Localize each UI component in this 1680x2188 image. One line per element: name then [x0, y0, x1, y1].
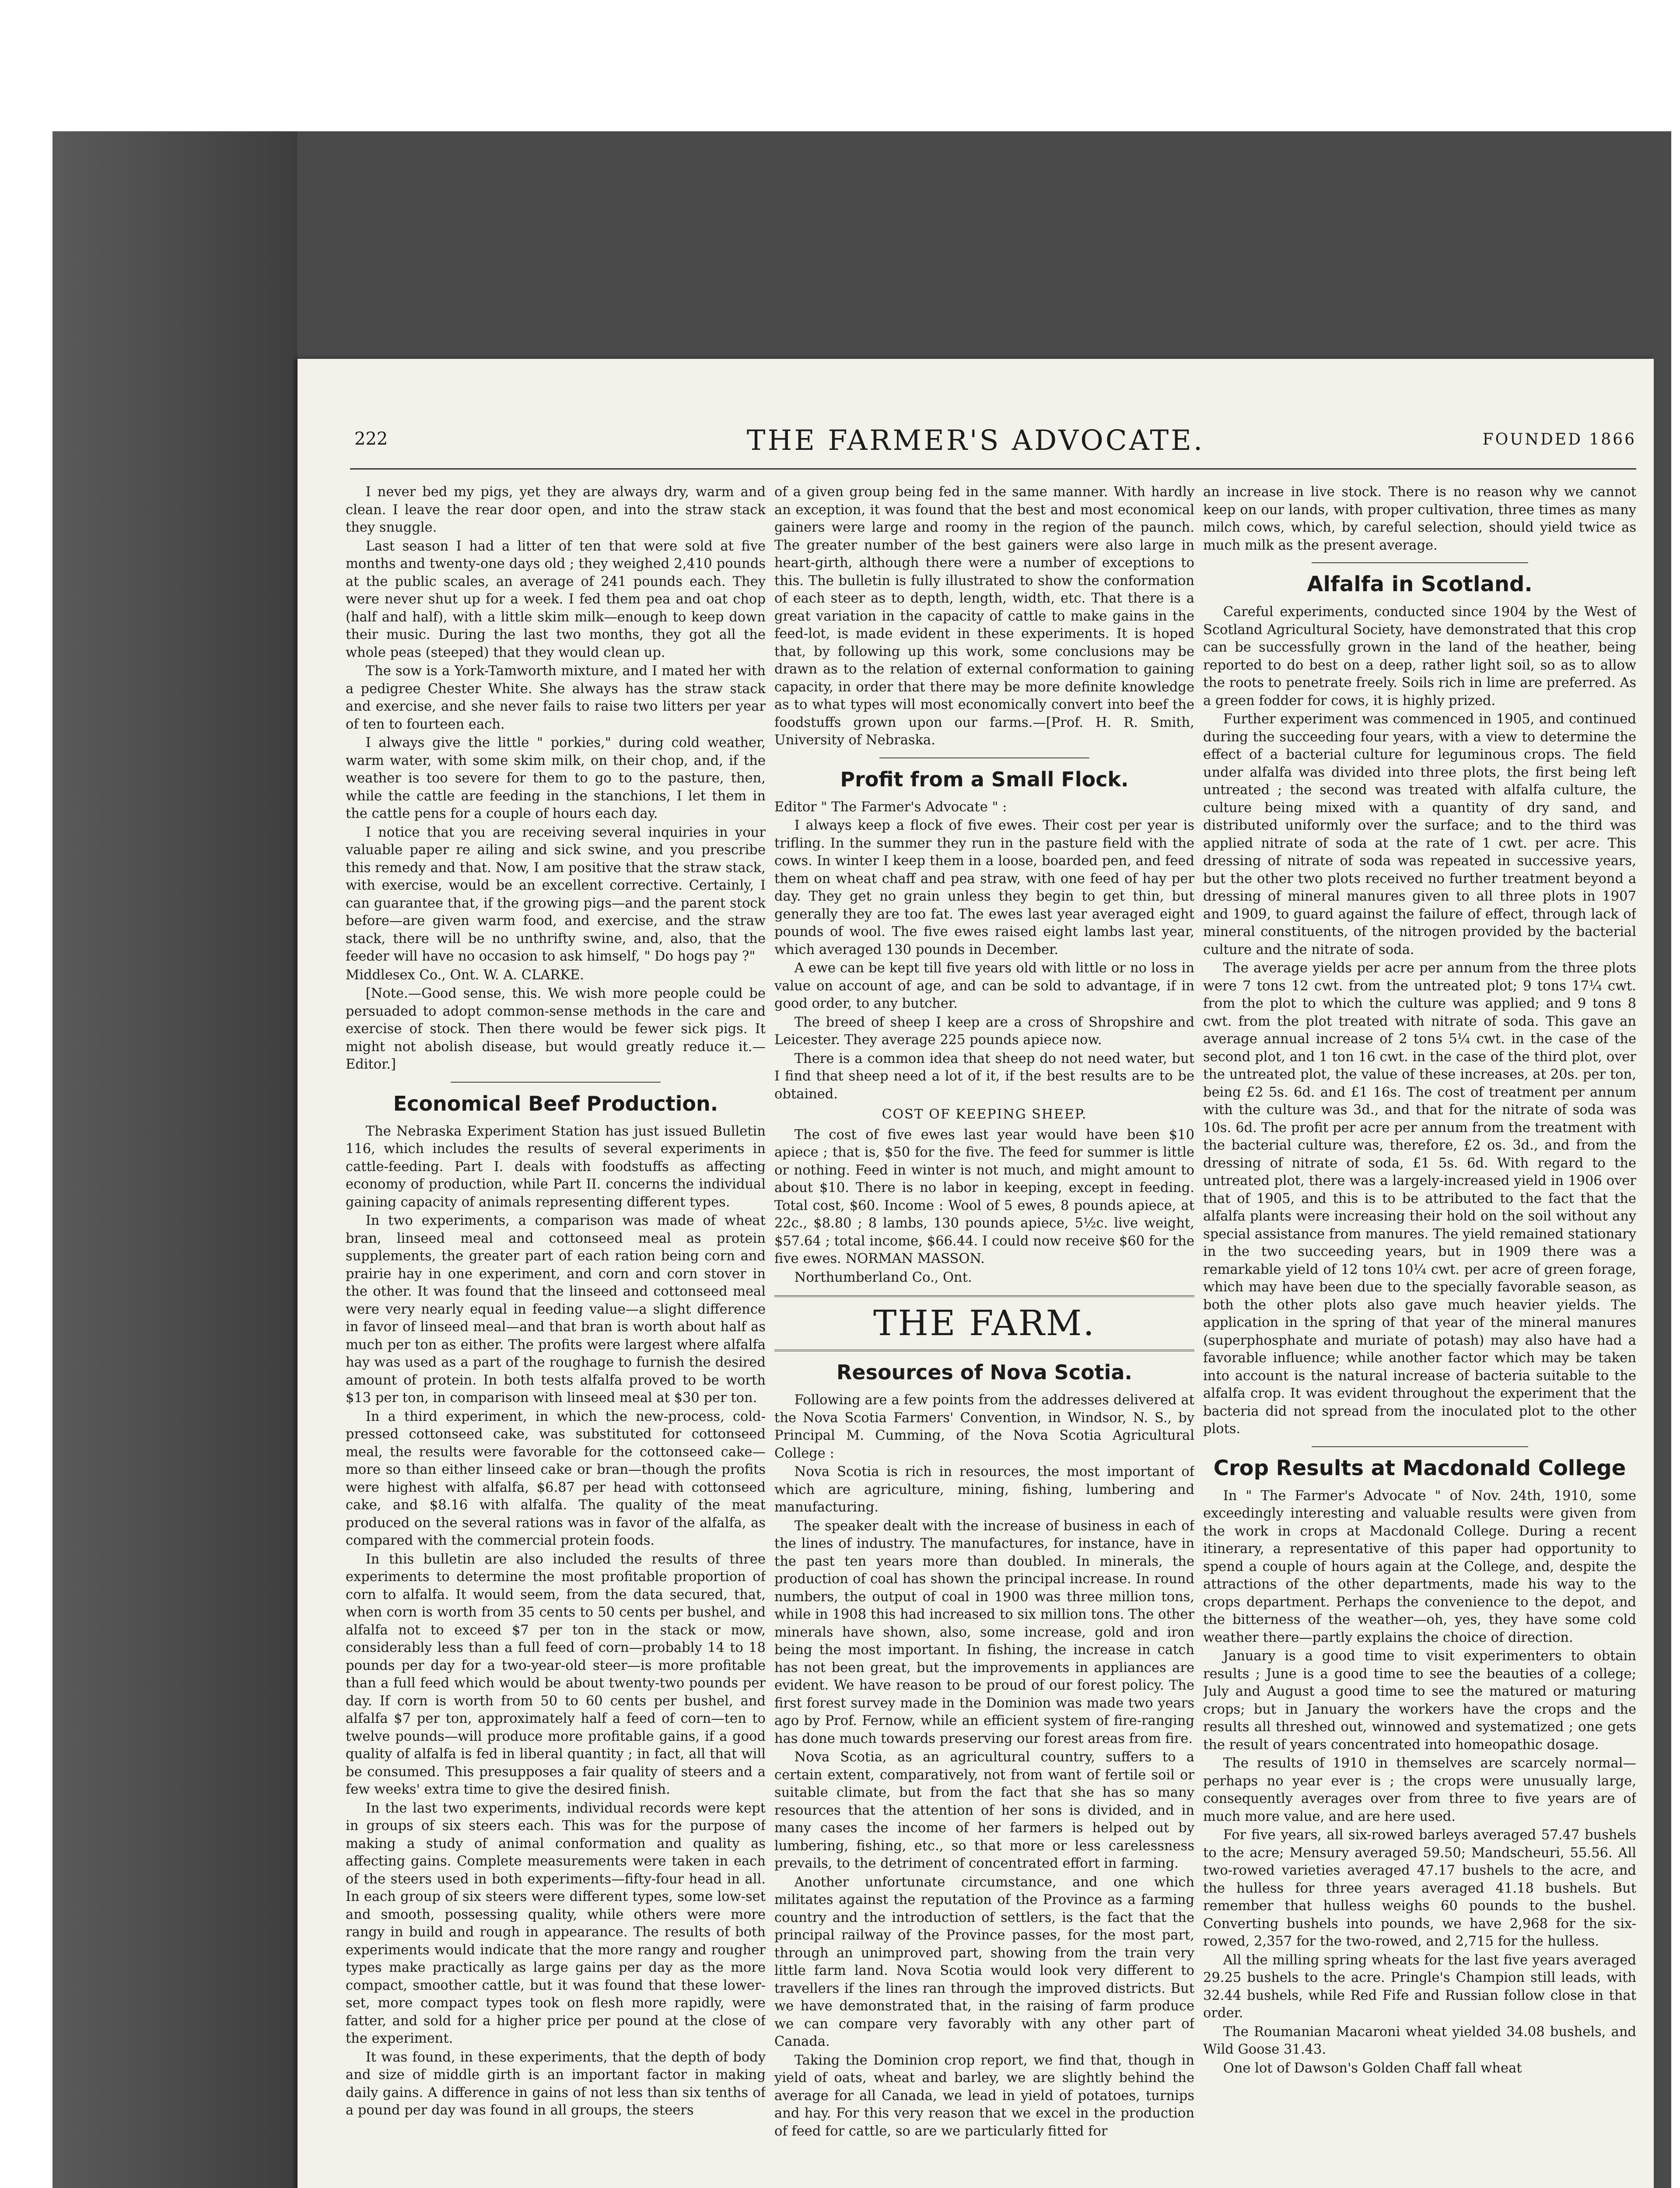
- paragraph: The breed of sheep I keep are a cross of Shropshire and Leicester. They average 225 pounds apiece now.: [774, 1014, 1194, 1048]
- paragraph: The Nebraska Experiment Station has just issued Bulletin 116, which includes the results of several experiments in cattle-feeding. Part I. deals with foodstuffs as affecting economy of production, while Part II. concerns the individual gaining capacity of animals representing different types.: [346, 1123, 766, 1210]
- divider: [451, 1082, 661, 1083]
- paragraph: I never bed my pigs, yet they are always dry, warm and clean. I leave the rear door open, and into the straw stack they snuggle.: [346, 484, 766, 535]
- header-rule: [350, 468, 1636, 470]
- paragraph: Careful experiments, conducted since 1904 by the West of Scotland Agricultural Society, have demonstrated that this crop can be successfully grown in the land of the heather, being reported to do best on a deep, rather light soil, so as to allow the roots to penetrate freely. Soils rich in lime are preferred. As a green fodder for cows, it is highly prized.: [1203, 604, 1636, 708]
- paragraph: The sow is a York-Tamworth mixture, and I mated her with a pedigree Chester White. She always has the straw stack and exercise, and she never fails to raise two litters per year of ten to fourteen each.: [346, 663, 766, 732]
- editor-salutation: Editor " The Farmer's Advocate " :: [774, 799, 1007, 815]
- column-1: [346, 484, 766, 2188]
- paragraph: Further experiment was commenced in 1905, and continued during the succeeding four years, with a view to determine the effect of a bacterial culture for leguminous crops. The field under alfalfa was divided into three plots, the first being left untreated ; the second was treated with alfalfa culture, the culture being mixed with a quantity of dry sand, and distributed uniformly over the surface; and to the third was applied nitrate of soda at the rate of 1 cwt. per acre. This dressing of nitrate of soda was repeated in successive years, but the other two plots received no further treatment beyond a dressing of mineral manures given to all three plots in 1907 and 1909, to guard against the failure of effect, through lack of mineral constituents, of the nitrogen provided by the bacterial culture and the nitrate of soda.: [1203, 712, 1636, 957]
- paragraph: In " The Farmer's Advocate " of Nov. 24th, 1910, some exceedingly interesting and valuable results were given from the work in crops at Macdonald College. During a recent itinerary, a representative of this paper had opportunity to spend a couple of hours again at the College, and, despite the attractions of the other departments, made his way to the crops department. Perhaps the convenience to the depot, and the bitterness of the weather—oh, yes, they have some cold weather there—partly explains the choice of direction.: [1203, 1488, 1636, 1645]
- page-number: 222: [354, 429, 388, 449]
- paragraph: A ewe can be kept till five years old with little or no loss in value on account of age, and can be sold to advantage, if in good order, to any butcher.: [774, 961, 1194, 1011]
- founded-line: FOUNDED 1866: [1482, 431, 1636, 449]
- paragraph: The results of 1910 in themselves are scarcely normal—perhaps no year ever is ; the crops were unusually large, consequently averages over from three to five years are of much more value, and are here used.: [1203, 1756, 1636, 1824]
- newspaper-page: [298, 359, 1654, 2188]
- paragraph: For five years, all six-rowed barleys averaged 57.47 bushels to the acre; Mensury averaged 59.50; Mandscheuri, 55.56. All two-rowed varieties averaged 47.17 bushels to the acre, and the hulless for three years averaged 41.18 bushels. But remember that hulless weighs 60 pounds to the bushel. Converting bushels into pounds, we have 2,968 for the six-rowed, 2,357 for the two-rowed, and 2,715 for the hulless.: [1203, 1827, 1636, 1949]
- editor-note: [Note.—Good sense, this. We wish more people could be persuaded to adopt common-sense methods in the care and exercise of stock. Then there would be fewer sick pigs. It might not abolish disease, but would greatly reduce it.—Editor.]: [346, 986, 766, 1072]
- article-headline: Economical Beef Production.: [393, 1091, 718, 1115]
- paragraph: of a given group being fed in the same manner. With hardly an exception, it was found that the best and most economical gainers were large and roomy in the region of the paunch. The greater number of the best gainers were also large in heart-girth, although there were a number of exceptions to this. The bulletin is fully illustrated to show the conformation of each steer as to depth, length, width, etc. That there is a great variation in the capacity of cattle to make gains in the feed-lot, is made evident in these experiments. It is hoped that, by following up this work, some conclusions may be drawn as to the relation of external conformation to gaining capacity, in order that there may be more definite knowledge as to what types will most economically convert into beef the foodstuffs grown upon our farms.—[Prof. H. R. Smith, University of Nebraska.: [774, 484, 1194, 748]
- paragraph: In the last two experiments, individual records were kept in groups of six steers each. This was for the purpose of making a study of animal conformation and quality as affecting gains. Complete measurements were taken in each of the steers used in both experiments—fifty-four head in all. In each group of six steers were different types, some low-set and smooth, possessing quality, while others were more rangy in build and rough in appearance. The results of both experiments would indicate that the more rangy and rougher types make practically as large gains per day as the more compact, smoother cattle, but it was found that these lower-set, more compact types took on flesh more rapidly, were fatter, and sold for a higher price per pound at the close of the experiment.: [346, 1800, 766, 2046]
- paragraph: Taking the Dominion crop report, we find that, though in yield of oats, wheat and barley, we are slightly behind the average for all Canada, we lead in yield of potatoes, turnips and hay. For this very reason that we excel in the production of feed for cattle, so are we particularly fitted for: [774, 2052, 1194, 2139]
- masthead: THE FARMER'S ADVOCATE.: [746, 424, 1205, 457]
- paragraph: The average yields per acre per annum from the three plots were 7 tons 12 cwt. from the untreated plot; 9 tons 17¼ cwt. from the plot to which the culture was applied; and 9 tons 8 cwt. from the plot treated with nitrate of soda. This gave an average annual increase of 2 tons 5¼ cwt. in the case of the second plot, and 1 ton 16 cwt. in the case of the third plot, over the untreated plot, the value of these increases, at 20s. per ton, being £2 5s. 6d. and £1 16s. The cost of treatment per annum with the culture was 3d., and that for the nitrate of soda was 10s. 6d. The profit per acre per annum from the treatment with the bacterial culture was, therefore, £2 os. 3d., and from the dressing of nitrate of soda, £1 5s. 6d. With regard to the untreated plot, there was a largely-increased yield in 1906 over that of 1905, and this is to be attributed to the fact that the alfalfa plants were increasing their hold on the soil without any special assistance from manures. The yield remained stationary in the two succeeding years, but in 1909 there was a remarkable yield of 12 tons 10¼ cwt. per acre of green forage, which may have been due to the specially favorable season, as both the other plots also gave much heavier yields. The application in the spring of that year of the mineral manures (superphosphate and muriate of potash) may also have had a favorable influence; while another factor which may be taken into account is the natural increase of bacteria suitable to the alfalfa crop. It was evident throughout the experiment that the bacteria did not spread from the inoculated plot to the other plots.: [1203, 961, 1636, 1437]
- scanner-background-edge: [52, 131, 298, 2188]
- paragraph: an increase in live stock. There is no reason why we cannot keep on our lands, with proper cultivation, three times as many milch cows, which, by careful selection, should yield twice as much milk as the present average.: [1203, 484, 1636, 553]
- paragraph: January is a good time to visit experimenters to obtain results ; June is a good time to see the beauties of a college; July and August a good time to see the matured or maturing crops; but in January the workers have the crops and the results all threshed out, winnowed and systematized ; one gets the result of years concentrated into homeopathic dosage.: [1203, 1648, 1636, 1753]
- paragraph: Another unfortunate circumstance, and one which militates against the reputation of the Province as a farming country and the introduction of settlers, is the fact that the principal railway of the Province passes, for the most part, through an unimproved part, showing from the train very little farm land. Nova Scotia would look very different to travellers if the lines ran through the improved districts. But we have demonstrated that, in the raising of farm produce we can compare very favorably with any other part of Canada.: [774, 1874, 1194, 2049]
- paragraph: The cost of five ewes last year would have been $10 apiece ; that is, $50 for the five. The feed for summer is little or nothing. Feed in winter is not much, and might amount to about $10. There is no labor in keeping, except in feeding. Total cost, $60. Income : Wool of 5 ewes, 8 pounds apiece, at 22c., $8.80 ; 8 lambs, 130 pounds apiece, 5½c. live weight, $57.64 ; total income, $66.44. I could now receive $60 for the five ewes. NORMAN MASSON.: [774, 1127, 1194, 1266]
- paragraph: One lot of Dawson's Golden Chaff fall wheat: [1223, 2060, 1522, 2076]
- paragraph: I notice that you are receiving several inquiries in your valuable paper re ailing and sick swine, and you prescribe this remedy and that. Now, I am positive that the straw stack, with exercise, would be an excellent corrective. Certainly, I can guarantee that, if the growing pigs—and the parent stock before—are given warm food, and exercise, and the straw stack, there will be no unthrifty swine, and, also, that the feeder will have no occasion to ask himself, " Do hogs pay ?": [346, 824, 766, 964]
- divider: [1312, 1446, 1528, 1447]
- article-headline: Alfalfa in Scotland.: [1307, 572, 1533, 596]
- divider: [1312, 562, 1528, 563]
- paragraph: The Roumanian Macaroni wheat yielded 34.08 bushels, and Wild Goose 31.43.: [1203, 2024, 1636, 2057]
- paragraph: All the milling spring wheats for the last five years averaged 29.25 bushels to the acre. Pringle's Champion still leads, with 32.44 bushels, while Red Fife and Russian follow close in that order.: [1203, 1952, 1636, 2021]
- paragraph: In this bulletin are also included the results of three experiments to determine the most profitable proportion of corn to alfalfa. It would seem, from the data secured, that, when corn is worth from 35 cents to 50 cents per bushel, and alfalfa not to exceed $7 per ton in the stack or mow, considerably less than a full feed of corn—probably 14 to 18 pounds per day for a two-year-old steer—is more profitable than a full feed which would be about twenty-two pounds per day. If corn is worth from 50 to 60 cents per bushel, and alfalfa $7 per ton, approximately half a feed of corn—ten to twelve pounds—will produce more profitable gains, if a good quality of alfalfa is fed in liberal quantity ; in fact, all that will be consumed. This presupposes a fair quality of steers and a few weeks' extra time to give the desired finish.: [346, 1551, 766, 1797]
- paragraph: There is a common idea that sheep do not need water, but I find that sheep need a lot of it, if the best results are to be obtained.: [774, 1051, 1194, 1102]
- page-header: [298, 424, 1654, 468]
- section-banner: THE FARM.: [774, 1295, 1194, 1351]
- paragraph: Following are a few points from the addresses delivered at the Nova Scotia Farmers' Convention, in Windsor, N. S., by Principal M. Cumming, of the Nova Scotia Agricultural College :: [774, 1392, 1194, 1461]
- subheading: COST OF KEEPING SHEEP.: [882, 1107, 1087, 1122]
- column-3: [1203, 484, 1636, 2188]
- paragraph: I always keep a flock of five ewes. Their cost per year is trifling. In the summer they run in the pasture field with the cows. In winter I keep them in a loose, boarded pen, and feed them on wheat chaff and pea straw, with one feed of hay per day. They get no grain unless they begin to get thin, but generally they are too fat. The ewes last year averaged eight pounds of wool. The five ewes raised eight lambs last year, which averaged 130 pounds in December.: [774, 818, 1194, 957]
- paragraph: Nova Scotia is rich in resources, the most important of which are agriculture, mining, fishing, lumbering and manufacturing.: [774, 1464, 1194, 1515]
- paragraph: The speaker dealt with the increase of business in each of the lines of industry. The manufactures, for instance, have in the past ten years more than doubled. In minerals, the production of coal has shown the principal increase. In round numbers, the output of coal in 1900 was three million tons, while in 1908 this had increased to six million tons. The other minerals have shown, also, some increase, gold and iron being the most important. In fishing, the increase in catch has not been great, but the improvements in appliances are evident. We have reason to be proud of our forest policy. The first forest survey made in the Dominion was made two years ago by Prof. Fernow, while an efficient system of fire-ranging has done much towards preserving our forest areas from fire.: [774, 1518, 1194, 1746]
- paragraph: In a third experiment, in which the new-process, cold-pressed cottonseed cake, was substituted for cottonseed meal, the results were favorable for the cottonseed cake—more so than either linseed cake or bran—though the profits were highest with alfalfa, $6.87 per head with cottonseed cake, and $8.16 with alfalfa. The quality of the meat produced on the several rations was in favor of the alfalfa, as compared with the commercial protein foods.: [346, 1409, 766, 1548]
- signature: Middlesex Co., Ont. W. A. CLARKE.: [346, 967, 584, 983]
- article-headline: Resources of Nova Scotia.: [836, 1360, 1132, 1384]
- location-line: Northumberland Co., Ont.: [794, 1269, 972, 1285]
- paragraph: Last season I had a litter of ten that were sold at five months and twenty-one days old ; they weighed 2,410 pounds at the public scales, an average of 241 pounds each. They were never shut up for a week. I fed them pea and oat chop (half and half), with a little skim milk—enough to keep down their music. During the last two months, they got all the whole peas (steeped) that they would clean up.: [346, 538, 766, 660]
- article-headline: Profit from a Small Flock.: [840, 767, 1129, 791]
- divider: [879, 757, 1089, 758]
- paragraph: Nova Scotia, as an agricultural country, suffers to a certain extent, comparatively, not from want of fertile soil or suitable climate, but from the fact that she has so many resources that the attention of her sons is divided, and in many cases the income of her farmers is helped out by lumbering, fishing, etc., so that more or less carelessness prevails, to the detriment of concentrated effort in farming.: [774, 1750, 1194, 1871]
- column-2: [774, 484, 1194, 2188]
- paragraph: I always give the little " porkies," during cold weather, warm water, with some skim milk, on their chop, and, if the weather is too severe for them to go to the pasture, then, while the cattle are feeding in the stanchions, I let them in the cattle pens for a couple of hours each day.: [346, 735, 766, 821]
- article-headline: Crop Results at Macdonald College: [1213, 1455, 1626, 1480]
- paragraph: It was found, in these experiments, that the depth of body and size of middle girth is an important factor in making daily gains. A difference in gains of not less than six tenths of a pound per day was found in all groups, the steers: [346, 2049, 766, 2118]
- paragraph: In two experiments, a comparison was made of wheat bran, linseed meal and cottonseed meal as protein supplements, the greater part of each ration being corn and prairie hay in one experiment, and corn and corn stover in the other. It was found that the linseed and cottonseed meal were very nearly equal in feeding value—a slight difference in favor of linseed meal—and that bran is worth about half as much per ton as either. The profits were largest where alfalfa hay was used as a part of the roughage to furnish the desired amount of protein. In both tests alfalfa proved to be worth $13 per ton, in comparison with linseed meal at $30 per ton.: [346, 1213, 766, 1406]
